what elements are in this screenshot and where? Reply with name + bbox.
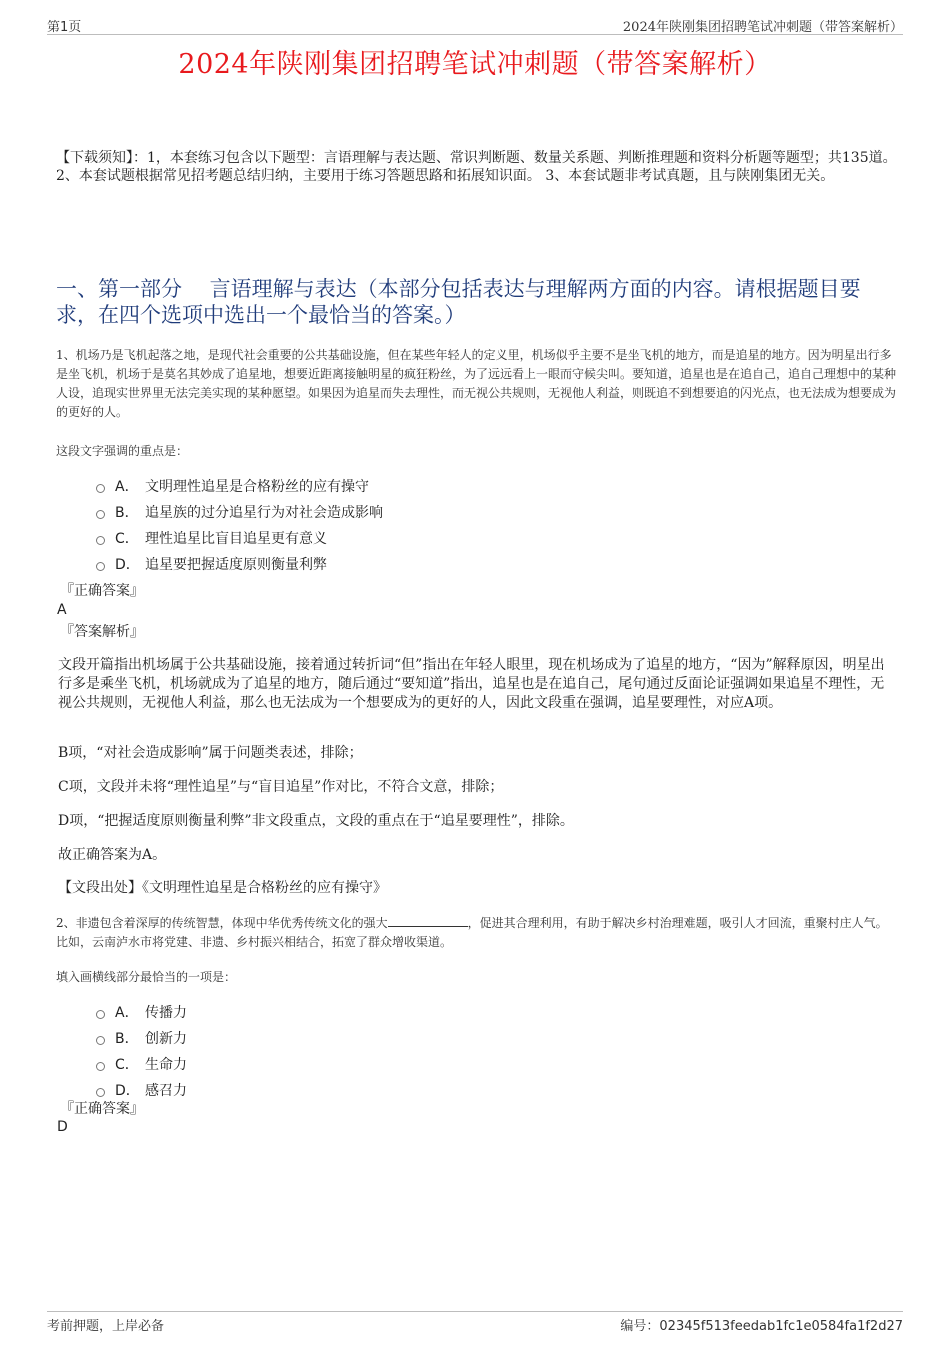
question-1-answer: A (57, 602, 67, 618)
question-2-answer: D (57, 1119, 68, 1135)
footer-slogan: 考前押题，上岸必备 (47, 1319, 165, 1334)
radio-icon[interactable] (96, 1062, 105, 1071)
radio-icon[interactable] (96, 1010, 105, 1019)
question-1-option-a[interactable]: A． 文明理性追星是合格粉丝的应有操守 (96, 473, 383, 499)
question-2-answer-label: 『正确答案』 (60, 1101, 144, 1117)
analysis-paragraph: D项，“把握适度原则衡量利弊”非文段重点，文段的重点在于“追星要理性”，排除。 (58, 813, 574, 829)
page-number: 第1页 (47, 20, 82, 35)
question-2-option-b[interactable]: B． 创新力 (96, 1025, 187, 1051)
question-1-options (96, 473, 383, 577)
question-1-text: 1、机场乃是飞机起落之地，是现代社会重要的公共基础设施，但在某些年轻人的定义里，机场似乎主要不是坐飞机的地方，而是追星的地方。因为明星出行多是坐飞机，机场于是莫名其妙成了追星地，想要近距离接触明星的疯狂粉丝，为了远远看上一眼而守候尖叫。要知道，追星也是在追自己，追自己理想中的某种人设，追现实世界里无法完美实现的某种愿望。如果因为追星而失去理性，而无视公共规则，无视他人利益，则既追不到想要追的闪光点，也无法成为想要成为的更好的人。 (56, 348, 897, 419)
radio-icon[interactable] (96, 1088, 105, 1097)
radio-icon[interactable] (96, 484, 105, 493)
question-1-option-c[interactable]: C． 理性追星比盲目追星更有意义 (96, 525, 383, 551)
page-footer (47, 1311, 903, 1334)
question-1-analysis-label: 『答案解析』 (60, 624, 144, 640)
analysis-conclusion: 故正确答案为A。 (58, 847, 167, 863)
analysis-paragraph: 文段开篇指出机场属于公共基础设施，接着通过转折词“但”指出在年轻人眼里，现在机场成为了追星的地方，“因为”解释原因，明星出行多是乘坐飞机，机场就成为了追星的地方，随后通过“要知道”指出，追星也是在追自己，尾句通过反面论证强调如果追星不理性，无视公共规则，无视他人利益，那么也无法成为一个想要成为的更好的人，因此文段重在强调，追星要理性，对应A项。 (58, 657, 885, 711)
radio-icon[interactable] (96, 510, 105, 519)
question-2-options (96, 999, 187, 1103)
question-1-option-b[interactable]: B． 追星族的过分追星行为对社会造成影响 (96, 499, 383, 525)
fill-blank (388, 914, 468, 927)
question-2-text: 2、非遗包含着深厚的传统智慧，体现中华优秀传统文化的强大 ，促进其合理利用，有助于解决乡村治理难题，吸引人才回流，重聚村庄人气。比如，云南泸水市将党建、非遗、乡村振兴相结合，拓宽了群众增收渠道。 (56, 916, 888, 949)
question-1-prompt: 这段文字强调的重点是： (56, 444, 189, 458)
analysis-paragraph: C项，文段并未将“理性追星”与“盲目追星”作对比，不符合文意，排除； (58, 779, 504, 795)
radio-icon[interactable] (96, 562, 105, 571)
document-title: 2024年陕刚集团招聘笔试冲刺题（带答案解析） (178, 49, 772, 80)
question-2-option-c[interactable]: C． 生命力 (96, 1051, 187, 1077)
header-doc-title: 2024年陕刚集团招聘笔试冲刺题（带答案解析） (622, 20, 903, 35)
page-header (47, 14, 903, 35)
download-notice: 【下载须知】：1，本套练习包含以下题型：言语理解与表达题、常识判断题、数量关系题、判断推理题和资料分析题等题型；共135道。 2、本套试题根据常见招考题总结归纳，主要用于练习答题思路和拓展知识面。 3、本套试题非考试真题，且与陕刚集团无关。 (56, 150, 897, 184)
section-title: 一、第一部分 言语理解与表达（本部分包括表达与理解两方面的内容。请根据题目要求，在四个选项中选出一个最恰当的答案。） (56, 277, 861, 327)
question-2-option-d[interactable]: D． 感召力 (96, 1077, 187, 1103)
analysis-paragraph: B项，“对社会造成影响”属于问题类表述，排除； (58, 745, 363, 761)
question-1-source: 【文段出处】《文明理性追星是合格粉丝的应有操守》 (58, 880, 387, 896)
footer-code: 编号：02345f513feedab1fc1e0584fa1f2d27 (620, 1319, 903, 1334)
question-1-option-d[interactable]: D． 追星要把握适度原则衡量利弊 (96, 551, 383, 577)
radio-icon[interactable] (96, 536, 105, 545)
question-2-prompt: 填入画横线部分最恰当的一项是： (56, 970, 237, 984)
radio-icon[interactable] (96, 1036, 105, 1045)
question-2-option-a[interactable]: A． 传播力 (96, 999, 187, 1025)
question-1-answer-label: 『正确答案』 (60, 583, 144, 599)
